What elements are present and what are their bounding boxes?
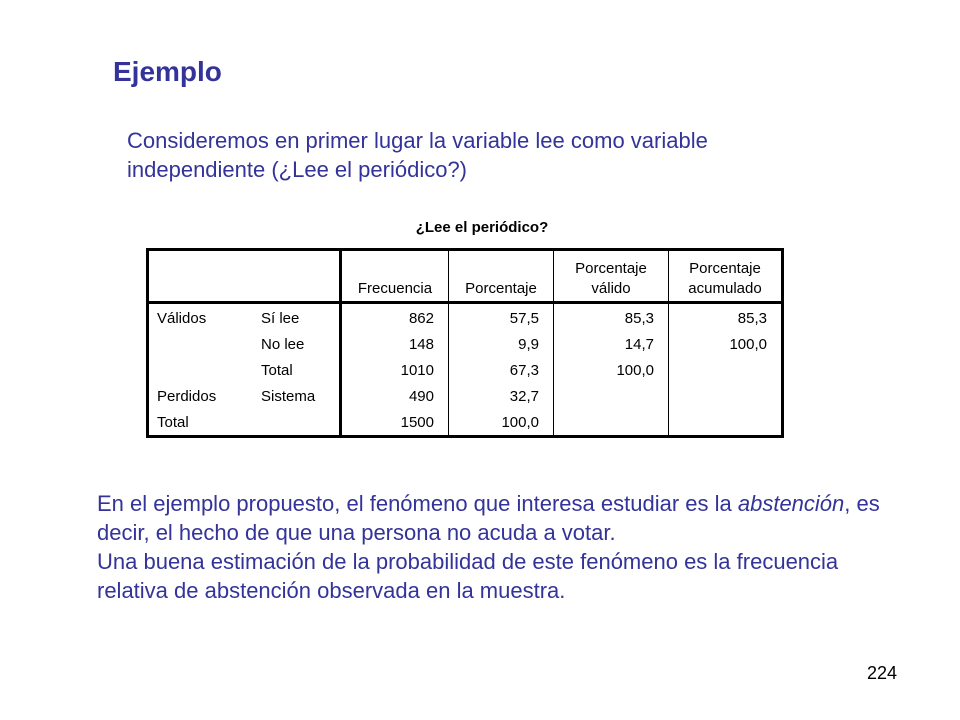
paragraph-1-end: , es decir, el hecho de que una persona no acuda a votar. bbox=[97, 491, 880, 545]
row-group: Total bbox=[157, 413, 189, 431]
cell-acumulado bbox=[669, 383, 783, 409]
paragraph-1-start: En el ejemplo propuesto, el fenómeno que interesa estudiar es la bbox=[97, 491, 738, 516]
cell-valido: 14,7 bbox=[554, 331, 669, 357]
header-porcentaje-acumulado-text: Porcentaje acumulado bbox=[688, 260, 762, 297]
paragraph-abstention bbox=[97, 489, 887, 547]
row-sub: Sí lee bbox=[253, 303, 341, 332]
table-row bbox=[148, 409, 783, 437]
cell-porcentaje: 32,7 bbox=[449, 383, 554, 409]
header-porcentaje-valido-text: Porcentaje válido bbox=[575, 260, 647, 297]
cell-acumulado: 85,3 bbox=[737, 309, 767, 327]
cell-acumulado bbox=[669, 357, 783, 383]
cell-porcentaje: 100,0 bbox=[449, 409, 554, 437]
cell-frecuencia: 490 bbox=[341, 383, 449, 409]
row-sub: No lee bbox=[253, 331, 341, 357]
cell-porcentaje: 67,3 bbox=[449, 357, 554, 383]
row-sub: Total bbox=[253, 357, 341, 383]
table-row bbox=[148, 331, 783, 357]
header-porcentaje-valido bbox=[554, 250, 669, 303]
page-number: 224 bbox=[866, 663, 897, 683]
cell-frecuencia: 1010 bbox=[341, 357, 449, 383]
row-group bbox=[148, 331, 254, 357]
slide-title: Ejemplo bbox=[113, 56, 222, 87]
cell-valido: 100,0 bbox=[554, 357, 669, 383]
header-empty-sub bbox=[253, 250, 341, 303]
cell-frecuencia: 148 bbox=[341, 331, 449, 357]
row-sub bbox=[253, 409, 341, 437]
header-frecuencia: Frecuencia bbox=[341, 250, 449, 303]
header-empty-group bbox=[148, 250, 254, 303]
cell-frecuencia: 862 bbox=[341, 303, 449, 332]
body-text bbox=[97, 489, 887, 605]
cell-valido bbox=[554, 409, 669, 437]
frequency-table bbox=[146, 248, 784, 438]
row-group: Perdidos bbox=[157, 387, 217, 405]
header-porcentaje-acumulado bbox=[669, 250, 783, 303]
table-row bbox=[148, 383, 783, 409]
cell-frecuencia: 1500 bbox=[341, 409, 449, 437]
table-caption: ¿Lee el periódico? bbox=[415, 219, 549, 236]
paragraph-estimation: Una buena estimación de la probabilidad de este fenómeno es la frecuencia relativa de abstención observada en la muestra. bbox=[97, 549, 839, 603]
cell-porcentaje: 9,9 bbox=[449, 331, 554, 357]
intro-text: Consideremos en primer lugar la variable lee como variable independiente (¿Lee el periódico?) bbox=[127, 128, 708, 182]
cell-valido bbox=[554, 383, 669, 409]
table-row bbox=[148, 357, 783, 383]
cell-valido: 85,3 bbox=[554, 303, 669, 332]
cell-porcentaje: 57,5 bbox=[449, 303, 554, 332]
cell-acumulado bbox=[669, 409, 783, 437]
table-header-row bbox=[148, 250, 783, 303]
row-group bbox=[148, 357, 254, 383]
header-porcentaje: Porcentaje bbox=[449, 250, 554, 303]
emphasis-abstencion: abstención bbox=[737, 491, 845, 516]
row-sub: Sistema bbox=[253, 383, 341, 409]
cell-acumulado: 100,0 bbox=[729, 335, 767, 353]
table-row bbox=[148, 303, 783, 332]
row-group: Válidos bbox=[157, 309, 207, 327]
